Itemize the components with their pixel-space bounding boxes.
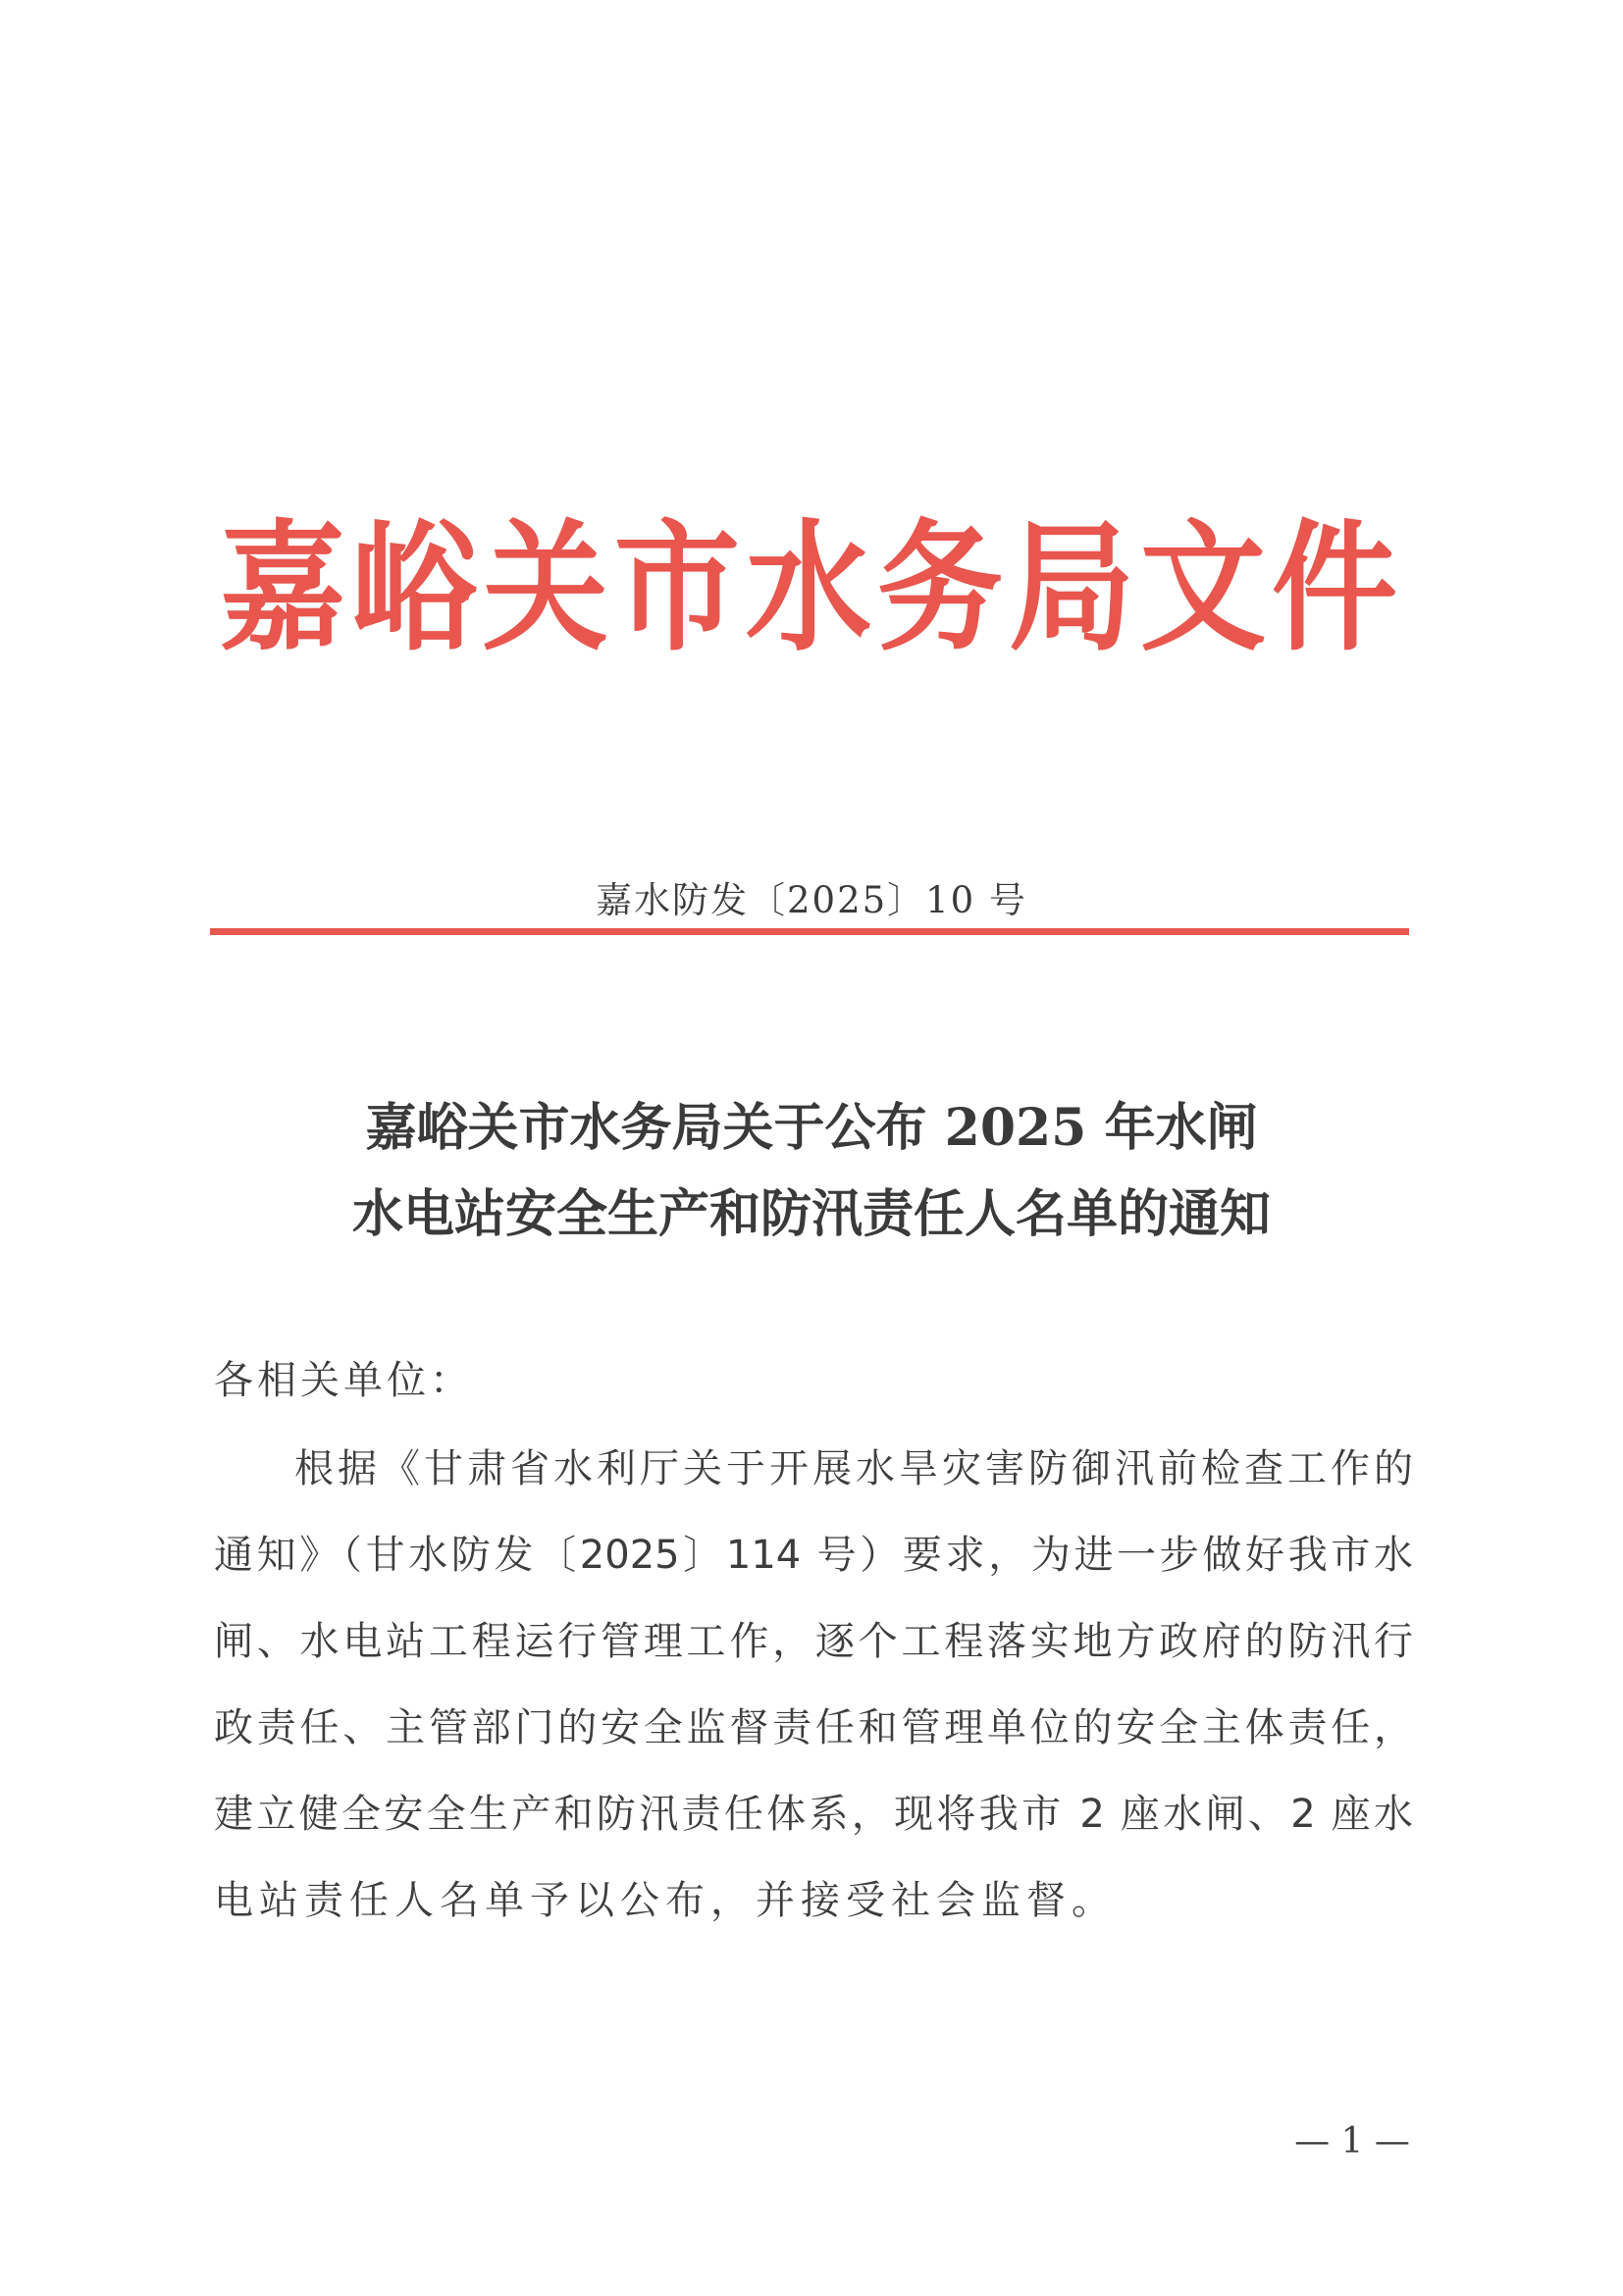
salutation: 各相关单位： <box>214 1358 473 1403</box>
red-divider-line <box>210 928 1409 935</box>
notice-title-line-1: 嘉峪关市水务局关于公布 2025 年水闸 <box>365 1098 1258 1158</box>
body-line: 闸、水电站工程运行管理工作，逐个工程落实地方政府的防汛行 <box>214 1619 1413 1664</box>
document-header-title: 嘉峪关市水务局文件 <box>219 505 1403 671</box>
body-line: 根据《甘肃省水利厅关于开展水旱灾害防御汛前检查工作的 <box>294 1446 1413 1491</box>
body-line: 电站责任人名单予以公布，并接受社会监督。 <box>214 1878 1117 1923</box>
body-line: 政责任、主管部门的安全监督责任和管理单位的安全主体责任， <box>214 1705 1413 1750</box>
notice-title-line-2: 水电站安全生产和防汛责任人名单的通知 <box>351 1184 1271 1244</box>
body-line: 通知》（甘水防发〔2025〕114 号）要求，为进一步做好我市水 <box>214 1533 1413 1578</box>
document-number: 嘉水防发〔2025〕10 号 <box>595 879 1027 921</box>
body-line: 建立健全安全生产和防汛责任体系，现将我市 2 座水闸、2 座水 <box>214 1792 1413 1837</box>
page-number: — 1 — <box>1294 2121 1410 2162</box>
